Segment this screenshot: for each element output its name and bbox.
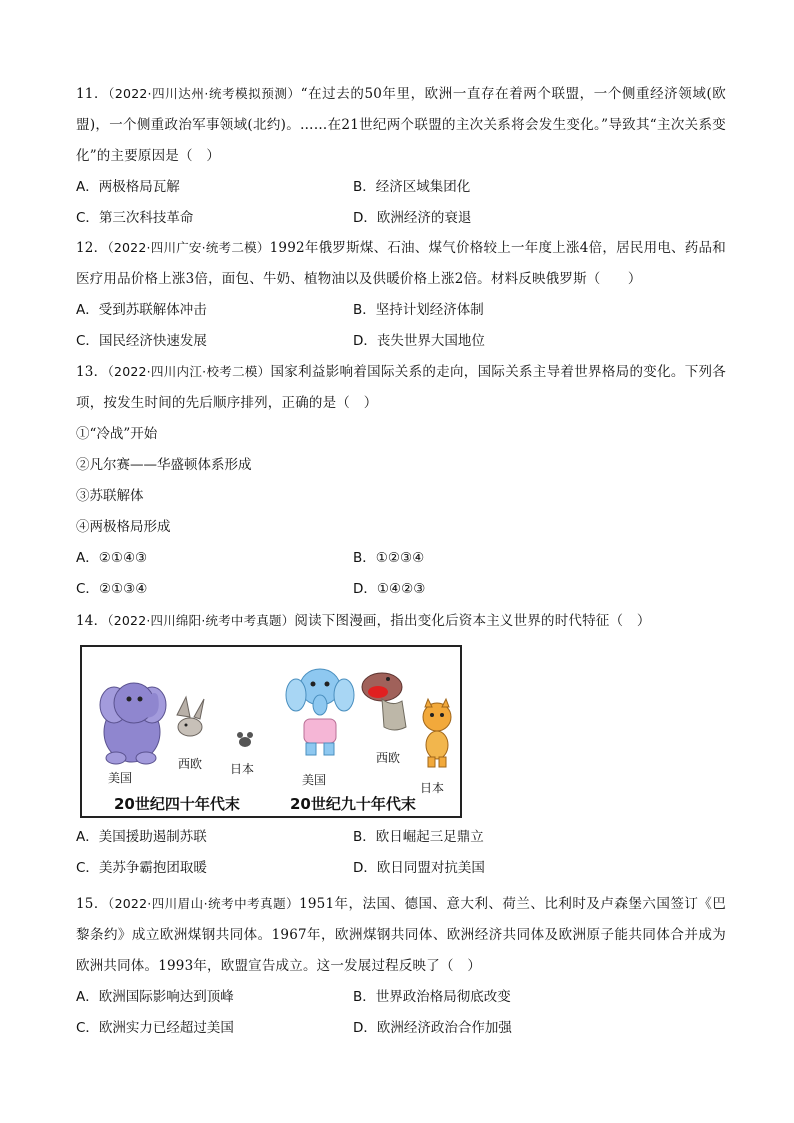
question-number: 14． [76, 613, 108, 629]
question-text: 阅读下图漫画，指出变化后资本主义世界的时代特征（ ） [294, 613, 651, 629]
question-11 [76, 78, 726, 234]
question-number: 15． [76, 896, 108, 912]
option-b[interactable]: B．经济区域集团化 [353, 179, 471, 195]
label-jp-left: 日本 [230, 762, 255, 776]
question-stem [76, 356, 726, 419]
caption-left: 20世纪四十年代末 [114, 795, 240, 813]
question-text: “在过去的50年里，欧洲一直存在着两个联盟，一个侧重经济领域(欧盟)，一个侧重政治军事领域(北约)。……在21世纪两个联盟的主次关系将会发生变化。”导致其“主次关系变化”的主要原因是（ ） [76, 86, 727, 164]
option-a[interactable]: A．美国援助遏制苏联 [76, 829, 207, 845]
option-c[interactable]: C．第三次科技革命 [76, 210, 194, 226]
question-number: 12． [76, 240, 108, 256]
creature-jp-left [237, 732, 253, 747]
label-jp-right: 日本 [420, 781, 445, 795]
question-source: （2022·四川达州·统考模拟预测） [108, 86, 301, 101]
question-number: 13． [76, 364, 108, 380]
option-c[interactable]: C．欧洲实力已经超过美国 [76, 1020, 234, 1036]
cartoon-figure [80, 645, 462, 818]
label-we-right: 西欧 [376, 751, 401, 765]
option-d[interactable]: D．①④②③ [353, 581, 426, 597]
question-stem [76, 78, 726, 172]
option-c[interactable]: C．国民经济快速发展 [76, 333, 207, 349]
options [76, 543, 726, 605]
question-text: 国家利益影响着国际关系的走向，国际关系主导着世界格局的变化。下列各项，按发生时间的先后顺序排列，正确的是（ ） [76, 364, 727, 411]
question-stem [76, 888, 726, 982]
question-12 [76, 232, 726, 357]
sequence-item-1: ①“冷战”开始 [76, 426, 158, 442]
question-14 [76, 605, 726, 884]
question-source: （2022·四川眉山·统考中考真题） [107, 896, 300, 911]
option-a[interactable]: A．受到苏联解体冲击 [76, 302, 207, 318]
caption-right: 20世纪九十年代末 [290, 795, 416, 813]
question-15 [76, 888, 726, 1044]
sequence-item-2: ②凡尔赛——华盛顿体系形成 [76, 457, 252, 473]
option-b[interactable]: B．欧日崛起三足鼎立 [353, 829, 484, 845]
label-we-left: 西欧 [178, 757, 203, 771]
elephant-usa-right [286, 669, 354, 755]
option-b[interactable]: B．①②③④ [353, 550, 425, 566]
label-usa-right: 美国 [302, 773, 327, 787]
rabbit-we-left [177, 697, 204, 736]
tiger-jp-right [423, 699, 451, 767]
options [76, 172, 726, 234]
question-source: （2022·四川广安·统考二模） [107, 240, 270, 255]
options [76, 822, 726, 884]
option-a[interactable]: A．②①④③ [76, 550, 148, 566]
question-source: （2022·四川内江·校考二模） [107, 364, 271, 379]
options [76, 982, 726, 1044]
option-c[interactable]: C．②①③④ [76, 581, 148, 597]
option-d[interactable]: D．丧失世界大国地位 [353, 333, 485, 349]
option-c[interactable]: C．美苏争霸抱团取暖 [76, 860, 207, 876]
option-d[interactable]: D．欧洲经济的衰退 [353, 210, 472, 226]
hippo-we-right [362, 673, 406, 730]
question-text: 1992年俄罗斯煤、石油、煤气价格较上一年度上涨4倍，居民用电、药品和医疗用品价格上涨3倍，面包、牛奶、植物油以及供暖价格上涨2倍。材料反映俄罗斯（ ） [76, 240, 726, 287]
option-d[interactable]: D．欧洲经济政治合作加强 [353, 1020, 512, 1036]
sequence-item-3: ③苏联解体 [76, 488, 144, 504]
question-number: 11． [76, 86, 109, 102]
option-b[interactable]: B．坚持计划经济体制 [353, 302, 484, 318]
sequence-item-4: ④两极格局形成 [76, 519, 171, 535]
question-text: 1951年，法国、德国、意大利、荷兰、比利时及卢森堡六国签订《巴黎条约》成立欧洲煤钢共同体。1967年，欧洲煤钢共同体、欧洲经济共同体及欧洲原子能共同体合并成为欧洲共同体。1993年，欧盟宣告成立。这一发展过程反映了（ ） [76, 896, 727, 974]
question-source: （2022·四川绵阳·统考中考真题） [107, 613, 295, 628]
options [76, 295, 726, 357]
option-b[interactable]: B．世界政治格局彻底改变 [353, 989, 511, 1005]
question-stem [76, 605, 726, 637]
question-13 [76, 356, 726, 605]
question-stem [76, 232, 726, 295]
elephant-usa-left [100, 683, 166, 764]
option-a[interactable]: A．两极格局瓦解 [76, 179, 180, 195]
label-usa-left: 美国 [108, 771, 133, 785]
option-a[interactable]: A．欧洲国际影响达到顶峰 [76, 989, 234, 1005]
option-d[interactable]: D．欧日同盟对抗美国 [353, 860, 485, 876]
